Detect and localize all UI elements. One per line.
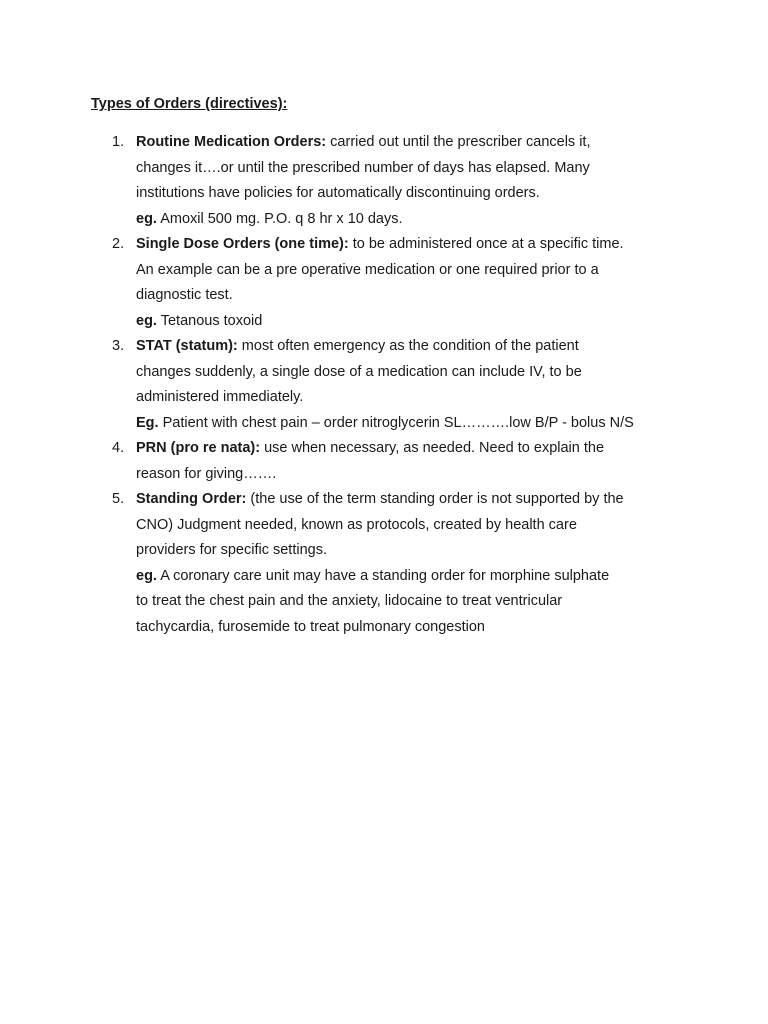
order-description: use when necessary, as needed. Need to explain the: [264, 440, 605, 456]
document-heading: Types of Orders (directives):: [91, 96, 288, 112]
order-title: Routine Medication Orders:: [136, 134, 327, 150]
order-description: providers for specific settings.: [136, 542, 327, 558]
list-item-number: 1.: [112, 134, 125, 150]
example-text: to treat the chest pain and the anxiety, lidocaine to treat ventricular: [136, 593, 563, 609]
list-item-line: [136, 130, 692, 156]
order-description: to be administered once at a specific time.: [352, 236, 624, 252]
example-label: eg.: [136, 312, 157, 329]
example-text: Amoxil 500 mg. P.O. q 8 hr x 10 days.: [160, 210, 403, 227]
list-item-number: 4.: [112, 440, 125, 456]
list-item-routine-medication-orders: [112, 130, 692, 232]
list-item-single-dose-orders: [112, 232, 692, 334]
list-item-standing-order: [112, 487, 692, 640]
list-item-line: [136, 436, 692, 462]
orders-list: [112, 130, 692, 640]
list-item-line: [136, 334, 692, 360]
order-description: diagnostic test.: [136, 287, 233, 303]
order-example: [136, 564, 692, 590]
list-item-number: 2.: [112, 236, 125, 252]
order-title: Single Dose Orders (one time):: [136, 236, 349, 252]
example-text: tachycardia, furosemide to treat pulmonary congestion: [136, 618, 485, 635]
list-item-stat-orders: [112, 334, 692, 436]
order-description: carried out until the prescriber cancels it,: [330, 134, 591, 150]
example-text: A coronary care unit may have a standing order for morphine sulphate: [160, 567, 610, 584]
order-title: PRN (pro re nata):: [136, 440, 261, 456]
list-item-number: 3.: [112, 338, 125, 354]
order-description: CNO) Judgment needed, known as protocols, created by health care: [136, 516, 577, 533]
order-example: [136, 207, 692, 233]
order-example: [136, 411, 692, 437]
order-title: Standing Order:: [136, 491, 247, 507]
order-example: [136, 309, 692, 335]
order-description: reason for giving…….: [136, 465, 277, 482]
order-title: STAT (statum):: [136, 338, 238, 354]
order-description: (the use of the term standing order is not supported by the: [250, 491, 624, 507]
example-text: Tetanous toxoid: [160, 312, 263, 329]
example-label: eg.: [136, 210, 157, 227]
order-description: changes suddenly, a single dose of a medication can include IV, to be: [136, 363, 582, 380]
order-description: An example can be a pre operative medication or one required prior to a: [136, 261, 599, 278]
list-item-line: [136, 487, 692, 513]
list-item-number: 5.: [112, 491, 125, 507]
order-description: most often emergency as the condition of the patient: [241, 338, 579, 354]
order-description: changes it….or until the prescribed number of days has elapsed. Many: [136, 159, 590, 176]
example-label: Eg.: [136, 414, 159, 431]
list-item-line: [136, 232, 692, 258]
order-description: administered immediately.: [136, 389, 304, 405]
order-description: institutions have policies for automatically discontinuing orders.: [136, 185, 540, 201]
example-text: Patient with chest pain – order nitroglycerin SL……….low B/P - bolus N/S: [162, 414, 634, 431]
list-item-prn-orders: [112, 436, 692, 487]
example-label: eg.: [136, 567, 157, 584]
